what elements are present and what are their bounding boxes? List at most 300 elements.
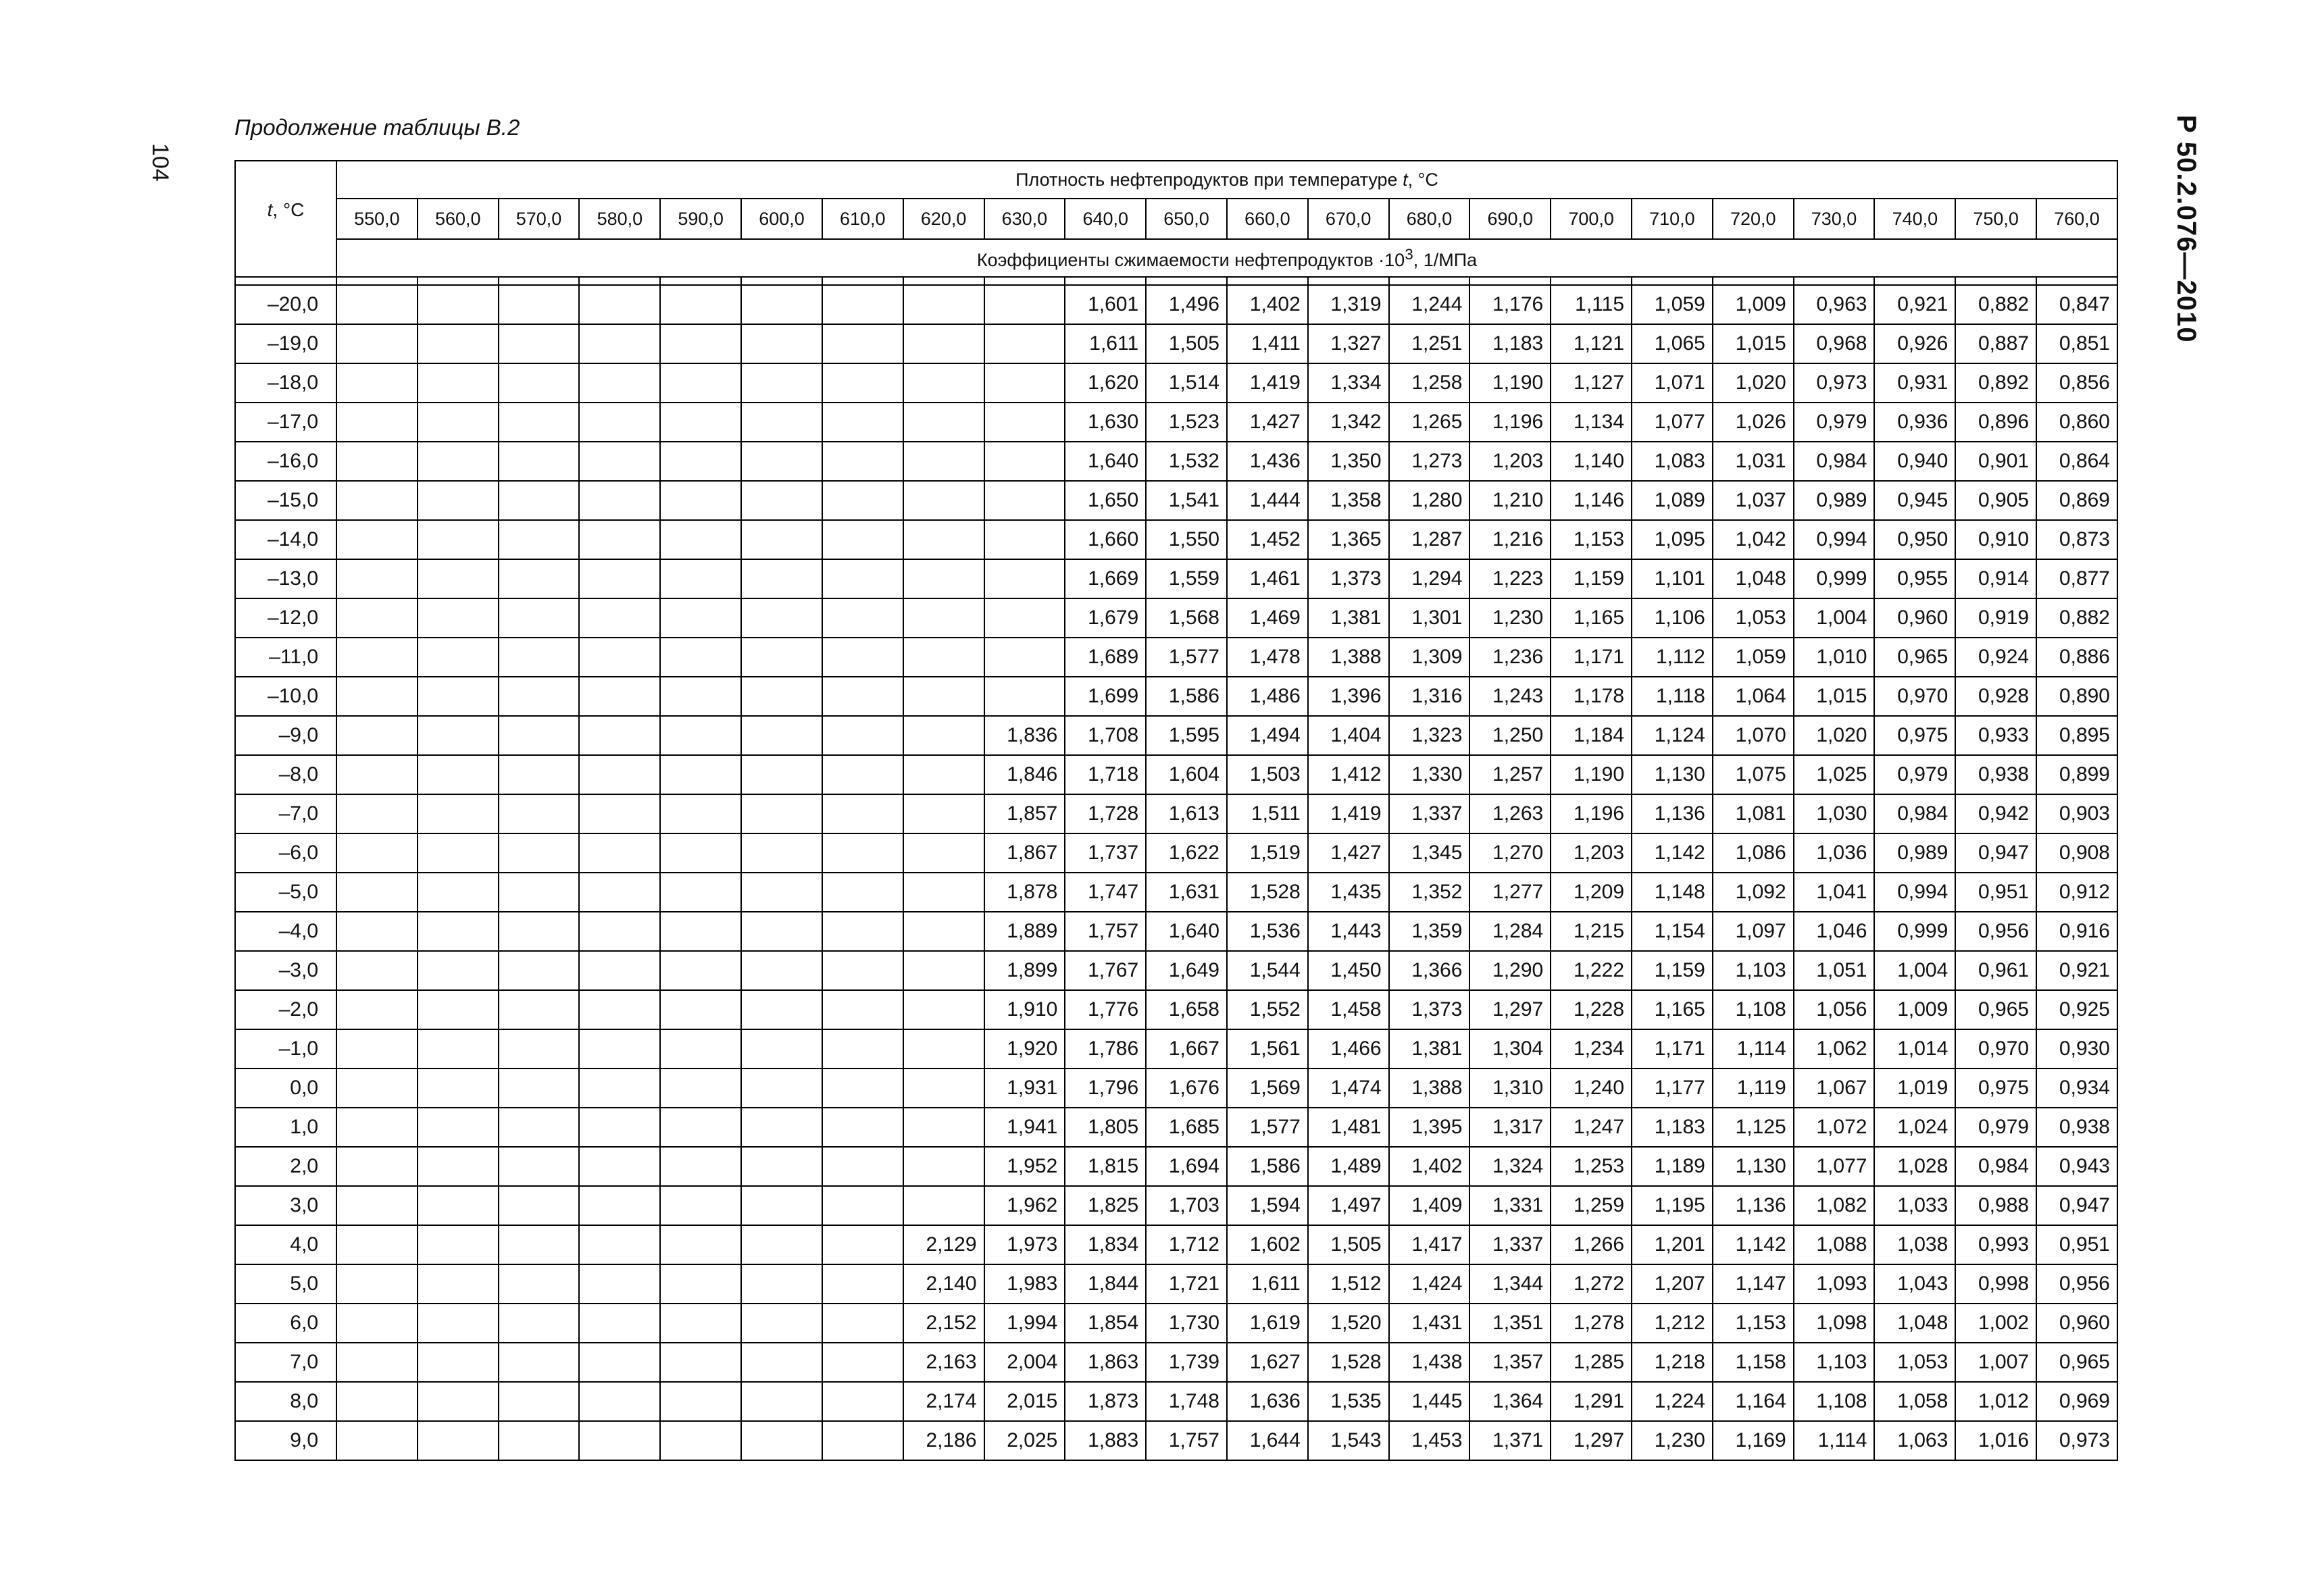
coefficient-cell [579,912,660,951]
coefficient-cell: 1,243 [1469,677,1551,716]
temperature-cell: –11,0 [235,638,336,677]
coefficient-cell [660,755,741,794]
table-row [235,951,2117,990]
coefficient-cell: 1,627 [1227,1343,1308,1382]
coefficient-cell: 1,359 [1389,912,1470,951]
gap-cell [1308,277,1389,285]
gap-cell [984,277,1065,285]
table-row [235,403,2117,442]
gap-cell [1389,277,1470,285]
coefficient-cell: 1,619 [1227,1304,1308,1343]
coefficient-cell: 1,159 [1632,951,1713,990]
coefficient-cell: 1,604 [1146,755,1227,794]
coefficient-cell: 1,941 [984,1108,1065,1147]
coefficient-cell: 0,973 [2036,1421,2117,1460]
coefficient-cell [822,1304,903,1343]
coefficient-cell [741,1147,822,1186]
coefficient-cell: 1,931 [984,1069,1065,1108]
density-header-cell: 630,0 [984,199,1065,239]
coefficient-cell: 0,965 [2036,1343,2117,1382]
gap-cell [1469,277,1551,285]
coefficient-cell: 1,093 [1794,1264,1875,1304]
coefficient-cell [418,794,499,833]
coefficient-cell: 1,071 [1632,363,1713,403]
coefficient-cell: 0,960 [1874,598,1955,638]
coefficient-cell [418,363,499,403]
coefficient-cell: 1,466 [1308,1029,1389,1069]
coefficient-cell: 1,103 [1713,951,1794,990]
coefficient-cell [822,1069,903,1108]
coefficient-cell: 1,127 [1551,363,1632,403]
coefficient-cell [741,638,822,677]
coefficient-cell: 1,846 [984,755,1065,794]
coefficient-cell: 1,699 [1065,677,1146,716]
coefficient-cell: 1,494 [1227,716,1308,755]
coefficient-cell [741,598,822,638]
coefficient-cell: 1,114 [1794,1421,1875,1460]
coefficient-cell: 1,712 [1146,1225,1227,1264]
coefficient-cell: 1,523 [1146,403,1227,442]
coefficient-cell: 1,212 [1632,1304,1713,1343]
coefficient-cell [418,990,499,1029]
temperature-cell: –16,0 [235,442,336,481]
coefficient-cell: 0,877 [2036,559,2117,598]
coefficient-cell: 1,402 [1389,1147,1470,1186]
temperature-cell: –2,0 [235,990,336,1029]
coefficient-cell: 1,121 [1551,324,1632,363]
coefficient-cell [418,1382,499,1421]
coefficient-cell: 1,443 [1308,912,1389,951]
coefficient-cell [660,520,741,559]
temperature-cell: –1,0 [235,1029,336,1069]
temperature-cell: –6,0 [235,833,336,873]
density-header-cell: 580,0 [579,199,660,239]
coefficient-cell: 2,152 [903,1304,984,1343]
coefficient-cell: 1,730 [1146,1304,1227,1343]
coefficient-cell [336,1029,418,1069]
coefficient-cell: 1,216 [1469,520,1551,559]
coefficient-cell: 1,552 [1227,990,1308,1029]
coefficient-cell [660,638,741,677]
coefficient-cell: 0,860 [2036,403,2117,442]
coefficient-cell: 0,901 [1955,442,2036,481]
coefficient-cell: 1,036 [1794,833,1875,873]
coefficient-cell [579,1147,660,1186]
coefficient-cell: 0,965 [1874,638,1955,677]
coefficient-cell: 1,092 [1713,873,1794,912]
coefficient-cell: 1,747 [1065,873,1146,912]
coefficient-cell: 1,270 [1469,833,1551,873]
coefficient-cell: 1,253 [1551,1147,1632,1186]
coefficient-cell [741,324,822,363]
coefficient-cell [741,873,822,912]
coefficient-cell: 1,015 [1713,324,1794,363]
table-row [235,559,2117,598]
coefficient-cell: 1,667 [1146,1029,1227,1069]
coefficient-cell: 2,015 [984,1382,1065,1421]
coefficient-cell: 2,025 [984,1421,1065,1460]
coefficient-cell: 0,873 [2036,520,2117,559]
coefficient-cell [579,951,660,990]
coefficient-cell: 0,930 [2036,1029,2117,1069]
coefficient-cell [336,1382,418,1421]
coefficient-cell [822,1186,903,1225]
coefficient-cell: 0,956 [1955,912,2036,951]
coefficient-cell: 0,960 [2036,1304,2117,1343]
coefficient-cell [579,716,660,755]
coefficient-cell [903,598,984,638]
coefficient-cell: 1,177 [1632,1069,1713,1108]
coefficient-cell [579,1225,660,1264]
temperature-column-header: t, °C [235,161,336,277]
density-header-cell: 570,0 [499,199,580,239]
coefficient-cell: 0,979 [1874,755,1955,794]
coefficient-cell [822,559,903,598]
coefficient-cell [822,912,903,951]
coefficient-cell [336,912,418,951]
coefficient-cell: 1,183 [1632,1108,1713,1147]
coefficient-cell [499,990,580,1029]
coefficient-cell [499,951,580,990]
coefficient-cell [499,1225,580,1264]
document-code: Р 50.2.076—2010 [2171,115,2201,343]
header-gap-row [235,277,2117,285]
coefficient-cell: 1,258 [1389,363,1470,403]
coefficient-cell [660,677,741,716]
coefficient-cell [660,1186,741,1225]
coefficient-cell: 1,136 [1632,794,1713,833]
coefficient-cell [660,1382,741,1421]
coefficient-cell [741,794,822,833]
coefficient-cell [579,1421,660,1460]
coefficient-cell: 1,631 [1146,873,1227,912]
coefficient-cell [660,833,741,873]
density-header-cell: 730,0 [1794,199,1875,239]
coefficient-cell: 1,169 [1713,1421,1794,1460]
coefficient-cell [822,1421,903,1460]
coefficient-cell: 1,263 [1469,794,1551,833]
density-header-cell: 610,0 [822,199,903,239]
coefficient-cell: 0,921 [2036,951,2117,990]
coefficient-cell [903,755,984,794]
temperature-cell: –10,0 [235,677,336,716]
coefficient-cell: 1,776 [1065,990,1146,1029]
coefficient-cell [903,638,984,677]
coefficient-cell [579,324,660,363]
coefficient-cell: 1,649 [1146,951,1227,990]
density-header-cell: 700,0 [1551,199,1632,239]
density-header-cell: 620,0 [903,199,984,239]
coefficient-cell: 0,963 [1794,285,1875,324]
gap-cell [1065,277,1146,285]
coefficient-cell [822,1343,903,1382]
coefficient-cell: 0,899 [2036,755,2117,794]
coefficient-cell: 1,056 [1794,990,1875,1029]
coefficient-cell: 1,165 [1632,990,1713,1029]
coefficient-cell [822,951,903,990]
coefficient-cell [741,912,822,951]
density-header-cell: 650,0 [1146,199,1227,239]
coefficient-cell: 1,203 [1551,833,1632,873]
table-row [235,833,2117,873]
coefficient-cell: 1,481 [1308,1108,1389,1147]
coefficient-cell: 1,273 [1389,442,1470,481]
coefficient-cell: 1,844 [1065,1264,1146,1304]
coefficient-cell [418,1421,499,1460]
temperature-cell: –4,0 [235,912,336,951]
coefficient-cell: 1,178 [1551,677,1632,716]
coefficient-cell: 1,419 [1227,363,1308,403]
coefficient-cell [903,1147,984,1186]
coefficient-cell: 1,020 [1794,716,1875,755]
coefficient-cell [499,833,580,873]
coefficient-cell: 1,259 [1551,1186,1632,1225]
coefficient-cell [660,1304,741,1343]
gap-cell [741,277,822,285]
coefficient-cell [660,794,741,833]
coefficient-cell [418,1225,499,1264]
coefficient-cell: 1,388 [1308,638,1389,677]
coefficient-cell [903,794,984,833]
coefficient-cell [741,1108,822,1147]
coefficient-cell: 1,010 [1794,638,1875,677]
coefficient-cell [499,520,580,559]
coefficient-cell: 1,920 [984,1029,1065,1069]
coefficient-cell: 1,952 [984,1147,1065,1186]
coefficient-cell [822,677,903,716]
gap-cell [579,277,660,285]
coefficient-cell: 1,222 [1551,951,1632,990]
temperature-cell: –17,0 [235,403,336,442]
coefficient-cell [579,638,660,677]
coefficient-cell: 1,086 [1713,833,1794,873]
coefficient-cell: 1,014 [1874,1029,1955,1069]
coefficient-cell: 1,679 [1065,598,1146,638]
coefficient-cell: 1,063 [1874,1421,1955,1460]
coefficient-cell: 0,945 [1874,481,1955,520]
table-row [235,1304,2117,1343]
coefficient-cell: 1,016 [1955,1421,2036,1460]
coefficient-cell: 0,882 [1955,285,2036,324]
coefficient-cell: 0,896 [1955,403,2036,442]
gap-cell [1632,277,1713,285]
coefficient-cell: 1,048 [1874,1304,1955,1343]
gap-cell [1551,277,1632,285]
coefficient-cell: 1,436 [1227,442,1308,481]
coefficient-cell: 1,323 [1389,716,1470,755]
coefficient-cell [336,1186,418,1225]
temperature-cell: 4,0 [235,1225,336,1264]
coefficient-cell [499,481,580,520]
coefficient-cell: 1,319 [1308,285,1389,324]
coefficient-cell [822,794,903,833]
coefficient-cell: 0,999 [1794,559,1875,598]
coefficient-cell [336,520,418,559]
coefficient-cell: 1,767 [1065,951,1146,990]
coefficient-cell [336,677,418,716]
coefficient-cell [336,1343,418,1382]
coefficient-cell: 1,125 [1713,1108,1794,1147]
coefficient-cell: 1,203 [1469,442,1551,481]
gap-cell [235,277,336,285]
coefficient-cell: 0,933 [1955,716,2036,755]
coefficient-cell: 0,975 [1955,1069,2036,1108]
coefficient-cell: 1,324 [1469,1147,1551,1186]
coefficient-cell: 1,215 [1551,912,1632,951]
coefficient-cell: 1,899 [984,951,1065,990]
coefficient-cell [579,363,660,403]
coefficient-cell: 1,402 [1227,285,1308,324]
coefficient-cell [741,1421,822,1460]
coefficient-cell: 1,251 [1389,324,1470,363]
coefficient-cell: 1,153 [1713,1304,1794,1343]
coefficient-cell: 0,938 [2036,1108,2117,1147]
coefficient-cell: 1,004 [1794,598,1875,638]
coefficient-cell: 1,337 [1469,1225,1551,1264]
gap-cell [660,277,741,285]
coefficient-cell: 1,450 [1308,951,1389,990]
coefficient-cell [418,912,499,951]
coefficient-cell [418,833,499,873]
coefficient-cell: 1,183 [1469,324,1551,363]
coefficient-cell: 1,230 [1469,598,1551,638]
coefficient-cell [579,1343,660,1382]
coefficient-cell: 1,154 [1632,912,1713,951]
gap-cell [1955,277,2036,285]
coefficient-cell: 2,186 [903,1421,984,1460]
coefficient-cell: 1,026 [1713,403,1794,442]
coefficient-cell: 1,134 [1551,403,1632,442]
density-header-cell: 750,0 [1955,199,2036,239]
coefficient-cell: 1,025 [1794,755,1875,794]
coefficient-cell: 0,921 [1874,285,1955,324]
coefficient-cell [741,481,822,520]
coefficient-cell: 1,568 [1146,598,1227,638]
coefficient-cell: 0,934 [2036,1069,2117,1108]
coefficient-cell [903,481,984,520]
coefficient-cell [741,677,822,716]
coefficient-cell: 0,919 [1955,598,2036,638]
coefficient-cell: 1,630 [1065,403,1146,442]
coefficient-cell [660,442,741,481]
coefficient-cell [499,912,580,951]
coefficient-cell: 2,140 [903,1264,984,1304]
coefficient-cell [741,1264,822,1304]
coefficient-cell [418,1029,499,1069]
coefficient-cell: 1,366 [1389,951,1470,990]
coefficient-cell [822,1108,903,1147]
coefficient-cell: 1,147 [1713,1264,1794,1304]
coefficient-cell: 1,469 [1227,598,1308,638]
coefficient-cell: 1,478 [1227,638,1308,677]
coefficient-cell: 0,969 [2036,1382,2117,1421]
table-row [235,1108,2117,1147]
density-header-cell: 710,0 [1632,199,1713,239]
gap-cell [1146,277,1227,285]
coefficient-cell: 1,489 [1308,1147,1389,1186]
table-row [235,677,2117,716]
temperature-cell: –9,0 [235,716,336,755]
table-row [235,520,2117,559]
table-row [235,1421,2117,1460]
coefficient-cell: 1,505 [1146,324,1227,363]
coefficient-cell: 1,511 [1227,794,1308,833]
coefficient-cell: 1,033 [1874,1186,1955,1225]
coefficient-cell [660,598,741,638]
coefficient-cell: 2,163 [903,1343,984,1382]
coefficient-cell: 1,089 [1632,481,1713,520]
coefficient-cell [984,677,1065,716]
coefficient-cell [660,1421,741,1460]
table-row [235,442,2117,481]
temperature-cell: –5,0 [235,873,336,912]
coefficient-cell: 1,031 [1713,442,1794,481]
coefficient-cell [418,481,499,520]
coefficient-cell: 1,112 [1632,638,1713,677]
coefficient-cell [903,677,984,716]
coefficient-cell [741,1304,822,1343]
coefficient-cell: 1,019 [1874,1069,1955,1108]
coefficient-cell [336,1421,418,1460]
coefficient-cell: 1,002 [1955,1304,2036,1343]
coefficient-cell: 0,914 [1955,559,2036,598]
coefficient-cell: 0,886 [2036,638,2117,677]
coefficient-cell: 1,130 [1632,755,1713,794]
coefficient-cell: 0,903 [2036,794,2117,833]
coefficient-cell [660,1029,741,1069]
coefficient-cell: 1,153 [1551,520,1632,559]
coefficient-cell: 0,928 [1955,677,2036,716]
coefficient-cell: 1,532 [1146,442,1227,481]
coefficient-cell [336,873,418,912]
coefficient-cell [741,990,822,1029]
coefficient-cell: 0,979 [1955,1108,2036,1147]
coefficient-cell: 0,950 [1874,520,1955,559]
coefficient-cell: 1,994 [984,1304,1065,1343]
coefficient-cell: 1,278 [1551,1304,1632,1343]
temperature-cell: 3,0 [235,1186,336,1225]
coefficient-cell [822,324,903,363]
gap-cell [499,277,580,285]
coefficient-cell: 1,097 [1713,912,1794,951]
coefficient-cell: 1,594 [1227,1186,1308,1225]
coefficient-cell: 1,640 [1146,912,1227,951]
coefficient-cell: 1,209 [1551,873,1632,912]
coefficient-cell: 1,611 [1227,1264,1308,1304]
coefficient-cell: 1,015 [1794,677,1875,716]
coefficient-header: Коэффициенты сжимаемости нефтепродуктов $\cdot 10^3$, 1/МПа [336,239,2117,277]
coefficient-cell: 1,496 [1146,285,1227,324]
coefficient-cell: 1,140 [1551,442,1632,481]
coefficient-cell [660,1147,741,1186]
coefficient-cell: 1,474 [1308,1069,1389,1108]
coefficient-cell [984,324,1065,363]
density-header-cell: 550,0 [336,199,418,239]
coefficient-cell [822,520,903,559]
coefficient-cell: 1,458 [1308,990,1389,1029]
coefficient-cell: 0,975 [1874,716,1955,755]
coefficient-cell: 1,445 [1389,1382,1470,1421]
coefficient-cell: 1,388 [1389,1069,1470,1108]
coefficient-cell: 1,196 [1551,794,1632,833]
coefficient-cell [903,403,984,442]
coefficient-cell: 1,815 [1065,1147,1146,1186]
coefficient-cell [418,873,499,912]
coefficient-cell: 1,577 [1146,638,1227,677]
coefficient-cell: 1,373 [1389,990,1470,1029]
coefficient-cell: 0,984 [1794,442,1875,481]
coefficient-cell: 1,130 [1713,1147,1794,1186]
